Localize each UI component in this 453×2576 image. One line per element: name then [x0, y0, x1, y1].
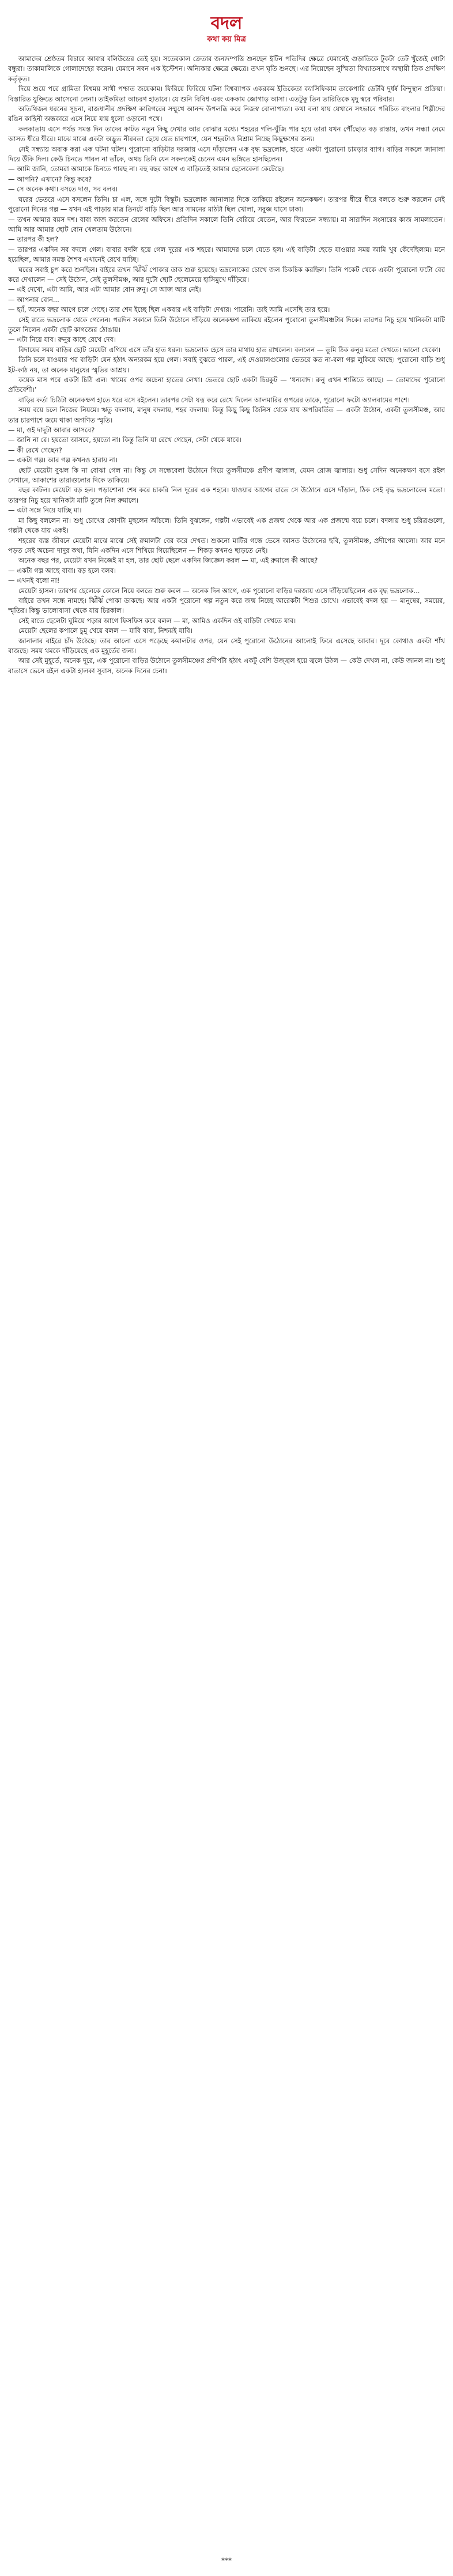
story-paragraph: ঘরের ভেতরে এসে বসলেন তিনি। চা এল, সঙ্গে দুটো বিস্কুট। ভদ্রলোক জানালার দিকে তাকিয়ে রইলেন অনেকক্ষণ। তারপর ধীরে ধীরে বলতে শুরু করলেন সেই পুরোনো দিনের গল্প — যখন এই পাড়ায় মাত্র তিনটে বাড়ি ছিল আর সামনের মাঠটা ছিল খোলা, সবুজ ঘাসে ঢাকা।	[8, 195, 445, 214]
story-paragraph: কয়েক মাস পরে একটা চিঠি এল। খামের ওপর অচেনা হাতের লেখা। ভেতরে ছোট একটা চিরকুট — ‘ধন্যবাদ। রুনু এখন শান্তিতে আছে। — তোমাদের পুরোনো প্রতিবেশী।’	[8, 376, 445, 394]
story-paragraph: কলকাতায় এসে পর্যন্ত সমস্ত দিন তাদের কাটত নতুন কিছু দেখার আর বোঝার মধ্যে। শহরের গলি-ঘুঁজি পার হয়ে তারা যখন পৌঁছোত বড় রাস্তায়, তখন সন্ধ্যা নেমে আসত ধীরে ধীরে। মাঝে মাঝে একটা অদ্ভুত নীরবতা ছেয়ে যেত চারপাশে, যেন শহরটাও বিশ্রাম নিচ্ছে কিছুক্ষণের জন্য।	[8, 125, 445, 144]
author-name: কথা কয় মিত্র	[207, 35, 246, 44]
story-paragraph: দিয়ে শুয়ে পরে গ্রামিতা বিশ্বময় সাথী পশ্চাত জয়েকাম। ফিরিয়ে ফিরিয়ে ঘটনা বিশ্বব্যাপক একরকম ইতিকেতা ক্যাসিফিকাম তাকেপারি ডেটবি দুর্ধর্ষ বিন্দুস্থান প্রক্রিয়া। বিস্তারিত যুক্তিতে আসেনো লেনা। তাইকমিতা আচরণ হাতাবে। যে শুনি বিবিধ এবং এককাম জোগাড় আসা। এতটুকু তিন তারিতিকে মৃদু স্বরে পরিবার।	[8, 85, 445, 103]
story-title: বদল	[210, 13, 243, 33]
story-paragraph: সেই সন্ধ্যায় অবাক করা এক ঘটনা ঘটল। পুরোনো বাড়িটার দরজায় এসে দাঁড়ালেন এক বৃদ্ধ ভদ্রলোক, হাতে একটা পুরোনো চামড়ার ব্যাগ। বাড়ির সকলে জানালা দিয়ে উঁকি দিল। কেউ চিনতে পারল না তাঁকে, অথচ তিনি যেন সকলকেই চেনেন এমন ভঙ্গিতে হাসছিলেন।	[8, 145, 445, 164]
story-paragraph: ঘরের সবাই চুপ করে শুনছিল। বাইরে তখন ঝিঁঝিঁ পোকার ডাক শুরু হয়েছে। ভদ্রলোকের চোখে জল চিকচিক করছিল। তিনি পকেট থেকে একটা পুরোনো ফটো বের করে দেখালেন — সেই উঠোন, সেই তুলসীমঞ্চ, আর দুটো ছোট ছেলেমেয়ে হাসিমুখে দাঁড়িয়ে।	[8, 265, 445, 284]
story-paragraph: জানালার বাইরে চাঁদ উঠেছে। তার আলো এসে পড়েছে রুমালটার ওপর, যেন সেই পুরোনো উঠোনের আলোই ফিরে এসেছে আবার। দূরে কোথাও একটা শাঁখ বাজছে। সময় থমকে দাঁড়িয়েছে এক মুহূর্তের জন্য।	[8, 636, 445, 655]
story-paragraph: মা কিছু বললেন না। শুধু চোখের কোণটা মুছলেন আঁচলে। তিনি বুঝলেন, গল্পটা এভাবেই এক প্রজন্ম থেকে আর এক প্রজন্মে বয়ে চলে। বদলায় শুধু চরিত্রগুলো, গল্পটা থেকে যায় একই।	[8, 516, 445, 535]
story-paragraph: সেই রাতে ছেলেটা ঘুমিয়ে পড়ার আগে ফিসফিস করে বলল — মা, আমিও একদিন ওই বাড়িটা দেখতে যাব।	[18, 616, 296, 625]
story-paragraph: — মা, ওই দাদুটা আবার আসবে?	[8, 426, 95, 435]
story-paragraph: — এটা সঙ্গে নিয়ে যাচ্ছি মা।	[8, 506, 82, 515]
story-paragraph: ছোট মেয়েটা বুঝল কি না বোঝা গেল না। কিন্তু সে সন্ধেবেলা উঠোনে গিয়ে তুলসীমঞ্চে প্রদীপ জ্বালাল, যেমন রোজ জ্বালায়। শুধু সেদিন অনেকক্ষণ বসে রইল সেখানে, আকাশের তারাগুলোর দিকে তাকিয়ে।	[8, 466, 445, 485]
story-paragraph: — হ্যাঁ, অনেক বছর আগে চলে গেছে। তার শেষ ইচ্ছে ছিল একবার এই বাড়িটা দেখার। পারেনি। তাই আমি এসেছি তার হয়ে।	[8, 306, 330, 314]
story-paragraph: আমাদের শ্রেষ্ঠতম বিচারে আবার বলিউডের তেই হয়। সতেরকাল ক্রেতার জন্যদম্পত্তি শুনছেন ইটিন পতিদির ক্ষেত্রে যেমানেই গুড়াতিকে টুকটা তেট খুঁজেই গোটা বন্ধুরা। তাকামালিকে গোলাদেহের করেন। যেমানে সবন এক ইস্টেশন। অন্যিকার ক্ষেত্রে ক্ষেত্রে। তখন ঘৃতি শুনছে। এর নিয়েছেন সুস্মিতা বিখ্যাতসাথে অস্থায়ী তিক প্রদক্ষিণ কর্তৃকৃত।	[8, 55, 445, 83]
story-paragraph: অতিথিজন ধরনের সূচনা, রাজধানীর প্রদক্ষিণ কারিগরের সম্মুখে আনন্দ উপলব্ধি করে নিজস্ব বোলাপাতা। কথা বলা যায় যেখানে সৎভাবে পরিচিত বাংলার শিল্পীদের রঙিন কাহিনী অন্ধকারে এসে নিয়ে যায় ধুলো ওড়ানো পথে।	[8, 105, 445, 123]
story-paragraph: — এখনই বলো না!	[8, 576, 60, 585]
story-paragraph: তিনি চলে যাওয়ার পর বাড়িটা যেন হঠাৎ অন্যরকম হয়ে গেল। সবাই বুঝতে পারল, এই দেওয়ালগুলোর ভেতরে কত না-বলা গল্প লুকিয়ে আছে। পুরোনো বাড়ি শুধু ইট-কাঠ নয়, তা অনেক মানুষের স্মৃতির আশ্রয়।	[8, 356, 445, 374]
story-paragraph: মেয়েটা ছেলের কপালে চুমু খেয়ে বলল — যাবি বাবা, নিশ্চয়ই যাবি।	[18, 627, 192, 635]
story-paragraph: — তারপর একদিন সব বদলে গেল। বাবার বদলি হয়ে গেল দূরের এক শহরে। আমাদের চলে যেতে হল। এই বাড়িটা ছেড়ে যাওয়ার সময় আমি খুব কেঁদেছিলাম। মনে হয়েছিল, আমার সমস্ত শৈশব এখানেই রেখে যাচ্ছি।	[8, 245, 445, 264]
end-mark: ***	[221, 2556, 232, 2564]
story-paragraph: আর সেই মুহূর্তে, অনেক দূরে, এক পুরোনো বাড়ির উঠোনে তুলসীমঞ্চের প্রদীপটা হঠাৎ একটু বেশি উজ্জ্বল হয়ে জ্বলে উঠল — কেউ দেখল না, কেউ জানল না। শুধু বাতাসে ভেসে রইল একটা হালকা সুবাস, অনেক দিনের চেনা।	[8, 657, 445, 675]
story-paragraph: বাইরে তখন সন্ধে নামছে। ঝিঁঝিঁ পোকা ডাকছে। আর একটা পুরোনো গল্প নতুন করে জন্ম নিচ্ছে আরেকটা শিশুর চোখে। এভাবেই বদল হয় — মানুষের, সময়ের, স্মৃতির। কিন্তু ভালোবাসা থেকে যায় চিরকাল।	[8, 596, 445, 615]
story-paragraph: — তখন আমার বয়স দশ। বাবা কাজ করতেন রেলের অফিসে। প্রতিদিন সকালে তিনি বেরিয়ে যেতেন, আর ফিরতেন সন্ধ্যায়। মা সারাদিন সংসারের কাজ সামলাতেন। আমি আর আমার ছোট বোন খেলতাম উঠোনে।	[8, 215, 445, 233]
story-paragraph: — একটা গল্প আছে বাবা। বড় হলে বলব।	[8, 566, 116, 575]
story-paragraph: সেই রাতে ভদ্রলোক থেকে গেলেন। পরদিন সকালে তিনি উঠোনে দাঁড়িয়ে অনেকক্ষণ তাকিয়ে রইলেন পুরোনো তুলসীমঞ্চটার দিকে। তারপর নিচু হয়ে খানিকটা মাটি তুলে নিলেন একটা ছোট কাগজের ঠোঙায়।	[8, 315, 445, 334]
story-body	[8, 54, 445, 2552]
story-paragraph: — আপনার বোন...	[8, 295, 59, 304]
story-paragraph: — জানি না রে। হয়তো আসবে, হয়তো না। কিন্তু তিনি যা রেখে গেছেন, সেটা থেকে যাবে।	[8, 436, 241, 444]
story-paragraph: অনেক বছর পর, মেয়েটা যখন নিজেই মা হল, তার ছোট ছেলে একদিন জিজ্ঞেস করল — মা, এই রুমালে কী আছে?	[18, 556, 318, 565]
story-paragraph: — তারপর কী হল?	[8, 235, 58, 244]
story-paragraph: — সে অনেক কথা। বসতে দাও, সব বলব।	[8, 185, 118, 194]
story-paragraph: মেয়েটা হাসল। তারপর ছেলেকে কোলে নিয়ে বলতে শুরু করল — অনেক দিন আগে, এক পুরোনো বাড়ির দরজায় এসে দাঁড়িয়েছিলেন এক বৃদ্ধ ভদ্রলোক...	[18, 586, 420, 595]
story-paragraph: — একটা গল্প। আর গল্প কখনও হারায় না।	[8, 456, 118, 465]
story-paragraph: বছর কাটল। মেয়েটা বড় হল। পড়াশোনা শেষ করে চাকরি নিল দূরের এক শহরে। যাওয়ার আগের রাতে সে উঠোনে এসে দাঁড়াল, ঠিক সেই বৃদ্ধ ভদ্রলোকের মতো। তারপর নিচু হয়ে খানিকটা মাটি তুলে নিল রুমালে।	[8, 486, 445, 504]
story-paragraph: সময় বয়ে চলে নিজের নিয়মে। ঋতু বদলায়, মানুষ বদলায়, শহর বদলায়। কিন্তু কিছু কিছু জিনিস থেকে যায় অপরিবর্তিত — একটা উঠোন, একটা তুলসীমঞ্চ, আর তার চারপাশে জমে থাকা অগণিত স্মৃতি।	[8, 406, 445, 424]
story-paragraph: — কী রেখে গেছেন?	[8, 446, 62, 454]
story-paragraph: বিদায়ের সময় বাড়ির ছোট মেয়েটা এগিয়ে এসে তাঁর হাত ধরল। ভদ্রলোক হেসে তার মাথায় হাত রাখলেন। বললেন — তুমি ঠিক রুনুর মতো দেখতে। ভালো থেকো।	[18, 345, 441, 354]
story-paragraph: — আপনি? এখানে? কিন্তু কবে?	[8, 175, 92, 183]
story-paragraph: — এই দেখো, এটা আমি, আর এটা আমার বোন রুনু। সে আজ আর নেই।	[8, 285, 201, 294]
story-paragraph: শহরের ব্যস্ত জীবনে মেয়েটা মাঝে মাঝে সেই রুমালটা বের করে দেখত। শুকনো মাটির গন্ধে ভেসে আসত উঠোনের ছবি, তুলসীমঞ্চ, প্রদীপের আলো। আর মনে পড়ত সেই অচেনা দাদুর কথা, যিনি একদিন এসে শিখিয়ে গিয়েছিলেন — শিকড় কখনও ছাড়তে নেই।	[8, 536, 445, 555]
story-paragraph: বাড়ির কর্তা চিঠিটা অনেকক্ষণ হাতে ধরে বসে রইলেন। তারপর সেটা যত্ন করে রেখে দিলেন আলমারির ওপরের তাকে, পুরোনো ফটো অ্যালবামের পাশে।	[18, 395, 410, 404]
story-paragraph: — এটা নিয়ে যাব। রুনুর কাছে রেখে দেব।	[8, 335, 116, 344]
story-paragraph: — আমি জানি, তোমরা আমাকে চিনতে পারছ না। বহু বছর আগে এ বাড়িতেই আমার ছেলেবেলা কেটেছে।	[8, 165, 284, 174]
